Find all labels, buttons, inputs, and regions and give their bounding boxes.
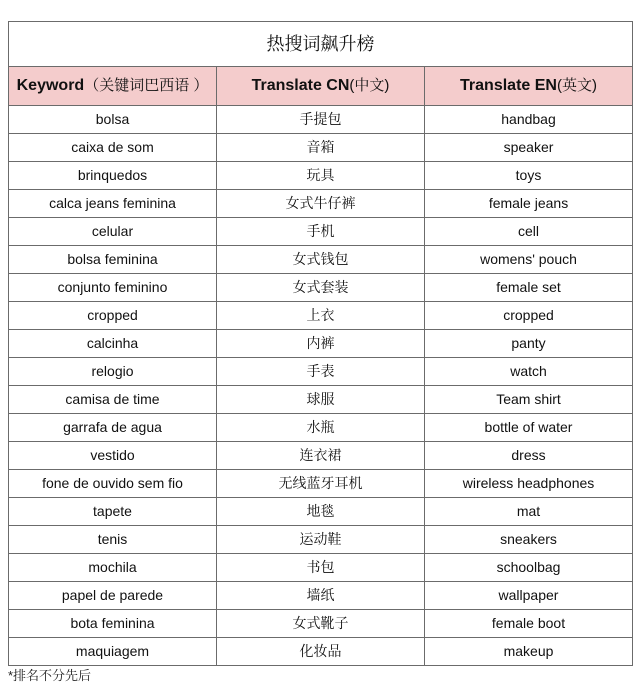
header-keyword-cn: （关键词巴西语 ）	[84, 77, 209, 94]
translate-en-cell: womens' pouch	[425, 246, 633, 274]
translate-en-cell: toys	[425, 162, 633, 190]
table-title: 热搜词飙升榜	[9, 22, 633, 67]
table-row	[9, 162, 633, 190]
table-row	[9, 414, 633, 442]
table-row	[9, 498, 633, 526]
header-row	[9, 67, 633, 106]
keyword-cell: bolsa	[9, 106, 217, 134]
header-translate-cn-cn: (中文)	[349, 77, 390, 94]
translate-en-cell: watch	[425, 358, 633, 386]
table-row	[9, 274, 633, 302]
translate-en-cell: panty	[425, 330, 633, 358]
table-row	[9, 442, 633, 470]
table-body	[9, 106, 633, 666]
keyword-cell: bota feminina	[9, 610, 217, 638]
footnote: *排名不分先后	[8, 668, 92, 683]
keyword-cell: calca jeans feminina	[9, 190, 217, 218]
translate-cn-cell: 女式套装	[217, 274, 425, 302]
keyword-cell: cropped	[9, 302, 217, 330]
translate-cn-cell: 化妆品	[217, 638, 425, 666]
translate-cn-cell: 内裤	[217, 330, 425, 358]
translate-en-cell: makeup	[425, 638, 633, 666]
translate-en-cell: mat	[425, 498, 633, 526]
table-row	[9, 582, 633, 610]
trending-keywords-table-container	[8, 21, 632, 666]
translate-en-cell: cropped	[425, 302, 633, 330]
translate-cn-cell: 玩具	[217, 162, 425, 190]
translate-en-cell: handbag	[425, 106, 633, 134]
translate-cn-cell: 上衣	[217, 302, 425, 330]
translate-cn-cell: 手提包	[217, 106, 425, 134]
table-row	[9, 526, 633, 554]
keyword-cell: fone de ouvido sem fio	[9, 470, 217, 498]
trending-keywords-table	[8, 21, 633, 666]
table-row	[9, 330, 633, 358]
header-translate-cn	[217, 67, 425, 106]
translate-cn-cell: 地毯	[217, 498, 425, 526]
keyword-cell: conjunto feminino	[9, 274, 217, 302]
table-row	[9, 638, 633, 666]
keyword-cell: relogio	[9, 358, 217, 386]
header-translate-cn-en: Translate CN	[251, 77, 350, 94]
translate-en-cell: schoolbag	[425, 554, 633, 582]
translate-en-cell: Team shirt	[425, 386, 633, 414]
table-row	[9, 134, 633, 162]
keyword-cell: caixa de som	[9, 134, 217, 162]
translate-cn-cell: 音箱	[217, 134, 425, 162]
keyword-cell: vestido	[9, 442, 217, 470]
translate-cn-cell: 手机	[217, 218, 425, 246]
header-translate-en	[425, 67, 633, 106]
keyword-cell: tapete	[9, 498, 217, 526]
translate-en-cell: dress	[425, 442, 633, 470]
table-row	[9, 554, 633, 582]
keyword-cell: brinquedos	[9, 162, 217, 190]
translate-en-cell: cell	[425, 218, 633, 246]
table-row	[9, 610, 633, 638]
translate-cn-cell: 水瓶	[217, 414, 425, 442]
translate-cn-cell: 手表	[217, 358, 425, 386]
translate-en-cell: female boot	[425, 610, 633, 638]
translate-cn-cell: 连衣裙	[217, 442, 425, 470]
table-row	[9, 358, 633, 386]
translate-cn-cell: 女式靴子	[217, 610, 425, 638]
table-row	[9, 470, 633, 498]
translate-cn-cell: 球服	[217, 386, 425, 414]
translate-en-cell: female jeans	[425, 190, 633, 218]
translate-en-cell: speaker	[425, 134, 633, 162]
table-row	[9, 190, 633, 218]
translate-cn-cell: 女式钱包	[217, 246, 425, 274]
keyword-cell: garrafa de agua	[9, 414, 217, 442]
translate-cn-cell: 女式牛仔裤	[217, 190, 425, 218]
translate-en-cell: bottle of water	[425, 414, 633, 442]
translate-en-cell: wallpaper	[425, 582, 633, 610]
keyword-cell: celular	[9, 218, 217, 246]
table-row	[9, 218, 633, 246]
translate-en-cell: female set	[425, 274, 633, 302]
table-row	[9, 106, 633, 134]
keyword-cell: tenis	[9, 526, 217, 554]
table-row	[9, 386, 633, 414]
translate-cn-cell: 墙纸	[217, 582, 425, 610]
keyword-cell: maquiagem	[9, 638, 217, 666]
header-keyword	[9, 67, 217, 106]
header-translate-en-en: Translate EN	[460, 77, 557, 94]
keyword-cell: camisa de time	[9, 386, 217, 414]
translate-cn-cell: 运动鞋	[217, 526, 425, 554]
header-translate-en-cn: (英文)	[556, 77, 597, 94]
keyword-cell: calcinha	[9, 330, 217, 358]
table-row	[9, 302, 633, 330]
keyword-cell: bolsa feminina	[9, 246, 217, 274]
header-keyword-en: Keyword	[16, 77, 85, 94]
keyword-cell: papel de parede	[9, 582, 217, 610]
translate-en-cell: wireless headphones	[425, 470, 633, 498]
translate-cn-cell: 无线蓝牙耳机	[217, 470, 425, 498]
translate-cn-cell: 书包	[217, 554, 425, 582]
table-row	[9, 246, 633, 274]
title-row	[9, 22, 633, 67]
keyword-cell: mochila	[9, 554, 217, 582]
translate-en-cell: sneakers	[425, 526, 633, 554]
